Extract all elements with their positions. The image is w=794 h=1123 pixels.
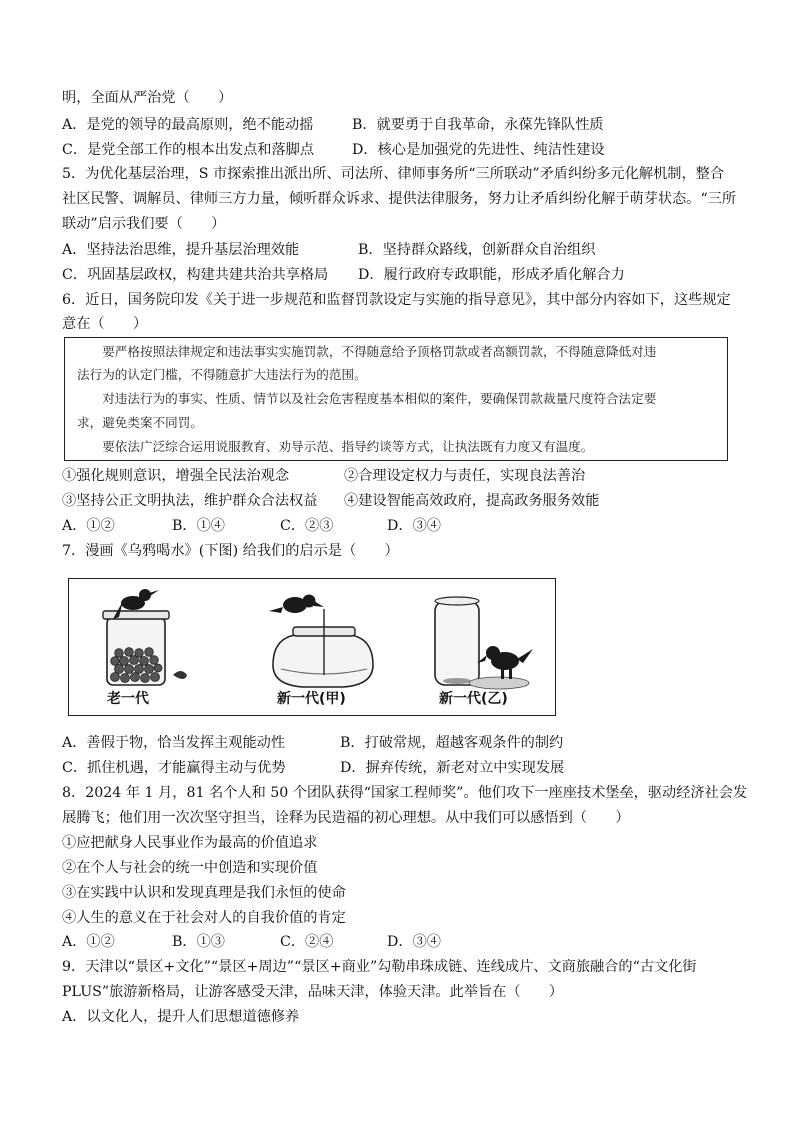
q8-option-c: C．②④ bbox=[280, 934, 334, 950]
q7-option-a: A．善假于物，恰当发挥主观能动性 bbox=[62, 735, 286, 751]
q6-statement-2: ②合理设定权力与责任，实现良法善治 bbox=[344, 468, 586, 484]
q4-option-a: A．是党的领导的最高原则，绝不能动摇 bbox=[62, 117, 314, 133]
q9-stem-line-1: 9．天津以“景区+文化”“景区+周边”“景区+商业”勾勒串珠成链、连线成片、文商旅融合的“古文化街 bbox=[62, 959, 697, 975]
q7-option-c: C．抓住机遇，才能赢得主动与优势 bbox=[62, 760, 286, 776]
q4-option-d: D．核心是加强党的先进性、纯洁性建设 bbox=[352, 142, 605, 158]
quote-para-1a: 要严格按照法律规定和违法事实实施罚款，不得随意给予顶格罚款或者高额罚款，不得随意降低对违 bbox=[77, 344, 657, 359]
q8-statement-2: ②在个人与社会的统一中创造和实现价值 bbox=[62, 860, 318, 876]
q6-statement-3: ③坚持公正文明执法，维护群众合法权益 bbox=[62, 493, 318, 509]
q7-option-b: B．打破常规，超越客观条件的制约 bbox=[340, 735, 564, 751]
tall-jar bbox=[435, 597, 529, 689]
q6-option-a: A．①② bbox=[62, 518, 115, 534]
q8-statement-4: ④人生的意义在于社会对人的自我价值的肯定 bbox=[62, 910, 346, 926]
q8-stem-line-1: 8．2024 年 1 月，81 名个人和 50 个团队获得“国家工程师奖”。他们攻下一座座技术堡垒，驱动经济社会发 bbox=[62, 785, 748, 801]
q9-option-a: A．以文化人，提升人们思想道德修养 bbox=[62, 1009, 300, 1025]
q6-statement-1: ①强化规则意识，增强全民法治观念 bbox=[62, 468, 290, 484]
q5-stem-line-3: 联动”启示我们要（ ） bbox=[62, 216, 226, 232]
q6-option-d: D．③④ bbox=[387, 518, 441, 534]
q5-option-b: B．坚持群众路线，创新群众自治组织 bbox=[358, 242, 596, 258]
q4-option-b: B．就要勇于自我革命，永葆先锋队性质 bbox=[352, 117, 604, 133]
caption-new-generation-b: 新一代(乙) bbox=[439, 691, 508, 707]
q7-stem: 7．漫画《乌鸦喝水》(下图) 给我们的启示是（ ） bbox=[62, 543, 399, 559]
quote-para-2a: 对违法行为的事实、性质、情节以及社会危害程度基本相似的案件，要确保罚款裁量尺度符合法定要 bbox=[77, 391, 657, 406]
crow-drinking-cartoon bbox=[68, 578, 556, 716]
quote-para-1b: 法行为的认定门槛，不得随意扩大违法行为的范围。 bbox=[77, 367, 367, 382]
quote-para-2b: 求，避免类案不同罚。 bbox=[77, 415, 203, 430]
q8-option-a: A．①② bbox=[62, 934, 115, 950]
q5-option-c: C．巩固基层政权，构建共建共治共享格局 bbox=[62, 267, 329, 283]
q6-option-b: B．①④ bbox=[172, 518, 225, 534]
question-4-stem-end: 明，全面从严治党（ ） bbox=[62, 90, 233, 106]
vase-with-straw bbox=[273, 609, 373, 687]
q9-stem-line-2: PLUS”旅游新格局，让游客感受天津，品味天津，体验天津。此举旨在（ ） bbox=[62, 984, 564, 1000]
caption-new-generation-a: 新一代(甲) bbox=[277, 691, 346, 707]
q6-quote-box bbox=[64, 337, 728, 461]
q6-stem-line-1: 6．近日，国务院印发《关于进一步规范和监督罚款设定与实施的指导意见》，其中部分内容如下，这些规定 bbox=[62, 292, 731, 308]
crow-new-a bbox=[269, 595, 324, 614]
q5-stem-line-1: 5．为优化基层治理，S 市探索推出派出所、司法所、律师事务所“三所联动”矛盾纠纷多元化解机制，整合 bbox=[62, 166, 725, 182]
q8-stem-line-2: 展腾飞；他们用一次次坚守担当，诠释为民造福的初心理想。从中我们可以感悟到（ ） bbox=[62, 810, 630, 826]
quote-para-3: 要依法广泛综合运用说服教育、劝导示范、指导约谈等方式，让执法既有力度又有温度。 bbox=[77, 439, 594, 454]
q8-option-b: B．①③ bbox=[172, 934, 225, 950]
crow-new-b bbox=[477, 646, 533, 679]
caption-old-generation: 老一代 bbox=[107, 691, 149, 707]
q8-statement-3: ③在实践中认识和发现真理是我们永恒的使命 bbox=[62, 885, 346, 901]
q6-statement-4: ④建设智能高效政府，提高政务服务效能 bbox=[344, 493, 600, 509]
q6-stem-line-2: 意在（ ） bbox=[62, 316, 148, 332]
q4-option-c: C．是党全部工作的根本出发点和落脚点 bbox=[62, 142, 315, 158]
q5-stem-line-2: 社区民警、调解员、律师三方力量，倾听群众诉求、提供法律服务，努力让矛盾纠纷化解于萌芽状态。“三所 bbox=[62, 191, 737, 207]
q5-option-d: D．履行政府专政职能，形成矛盾化解合力 bbox=[358, 267, 625, 283]
q6-option-c: C．②③ bbox=[280, 518, 334, 534]
q7-option-d: D．摒弃传统，新老对立中实现发展 bbox=[340, 760, 565, 776]
q8-option-d: D．③④ bbox=[387, 934, 441, 950]
q5-option-a: A．坚持法治思维，提升基层治理效能 bbox=[62, 242, 300, 258]
q8-statement-1: ①应把献身人民事业作为最高的价值追求 bbox=[62, 835, 318, 851]
jar-with-stones bbox=[103, 611, 187, 685]
